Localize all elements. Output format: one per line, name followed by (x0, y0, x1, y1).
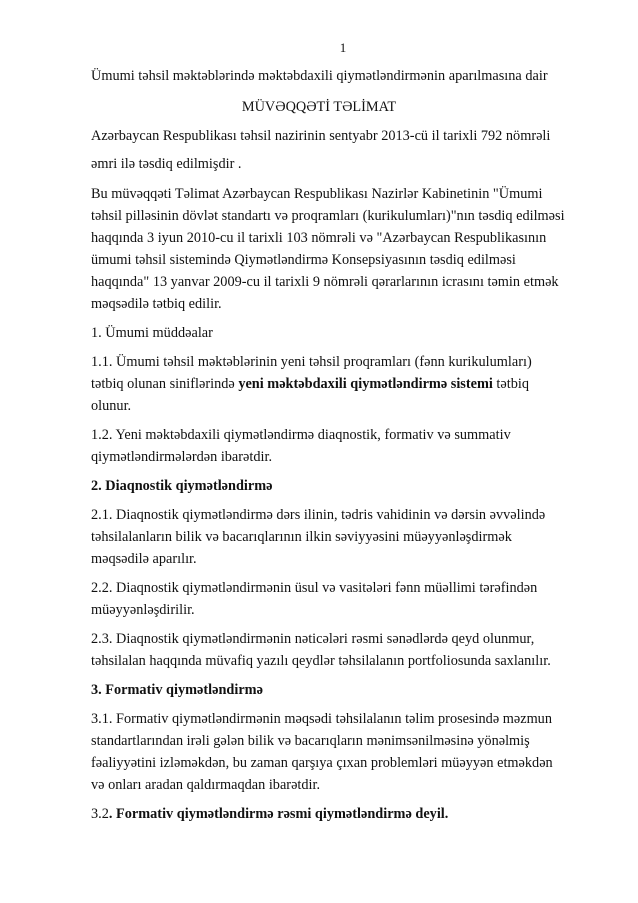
para-2-1-line-2: təhsilalanların bilik və bacarıqlarının ilkin səviyyəsini müəyyənləşdirmək (91, 529, 512, 545)
para-1-1-post: tətbiq (492, 376, 529, 392)
para-2-3-line-1: 2.3. Diaqnostik qiymətləndirmənin nəticələri rəsmi sənədlərdə qeyd olunmur, (91, 631, 535, 647)
para-3-2-number: 3.2 (91, 806, 109, 822)
intro-line-2: təhsil pilləsinin dövlət standartı və proqramları (kurikulumları)"nın təsdiq edilməsi (91, 208, 565, 224)
approval-line-1: Azərbaycan Respublikası təhsil nazirinin sentyabr 2013-cü il tarixli 792 nömrəli (91, 128, 551, 144)
intro-line-4: ümumi təhsil sistemində Qiymətləndirmə Konsepsiyasının təsdiq edilməsi (91, 252, 516, 268)
intro-line-6: məqsədilə tətbiq edilir. (91, 296, 222, 312)
para-3-1-line-1: 3.1. Formativ qiymətləndirmənin məqsədi təhsilalanın təlim prosesində məzmun (91, 711, 552, 727)
para-1-1-emphasis: yeni məktəbdaxili qiymətləndirmə sistemi (238, 376, 493, 392)
page-number: 1 (339, 40, 347, 55)
intro-line-3: haqqında 3 iyun 2010-cu il tarixli 103 nömrəli və "Azərbaycan Respublikasının (91, 230, 547, 246)
para-2-1-line-1: 2.1. Diaqnostik qiymətləndirmə dərs ilinin, tədris vahidinin və dərsin əvvəlində (91, 507, 546, 523)
para-3-2-text: . Formativ qiymətləndirmə rəsmi qiymətləndirmə deyil. (108, 806, 449, 822)
document-title: Ümumi təhsil məktəblərində məktəbdaxili qiymətləndirmənin aparılmasına dair (91, 68, 548, 84)
section-2-heading: 2. Diaqnostik qiymətləndirmə (91, 478, 273, 494)
para-1-1-line-3: olunur. (91, 398, 132, 414)
para-2-2-line-2: müəyyənləşdirilir. (91, 602, 195, 618)
para-1-1-line-2 (91, 373, 529, 395)
para-1-2-line-2: qiymətləndirmələrdən ibarətdir. (91, 449, 273, 465)
para-3-1-line-2: standartlarından irəli gələn bilik və bacarıqların mənimsənilməsinə yönəlmiş (91, 733, 530, 749)
document-subtitle: MÜVƏQQƏTİ TƏLİMAT (241, 99, 397, 115)
para-1-2-line-1: 1.2. Yeni məktəbdaxili qiymətləndirmə diaqnostik, formativ və summativ (91, 427, 511, 443)
para-3-1-line-4: və onları aradan qaldırmaqdan ibarətdir. (91, 777, 321, 793)
intro-line-5: haqqında" 13 yanvar 2009-cu il tarixli 9 nömrəli qərarlarının icrasını təmin etmək (91, 274, 559, 290)
para-1-1-line-1: 1.1. Ümumi təhsil məktəblərinin yeni təhsil proqramları (fənn kurikulumları) (91, 354, 532, 370)
para-3-1-line-3: fəaliyyətini izləməkdən, bu zaman qarşıya çıxan problemləri müəyyən etməkdən (91, 755, 553, 771)
para-3-2 (91, 803, 448, 825)
section-3-heading: 3. Formativ qiymətləndirmə (91, 682, 263, 698)
section-1-heading: 1. Ümumi müddəalar (91, 325, 213, 341)
para-1-1-pre: tətbiq olunan siniflərində (91, 376, 239, 392)
para-2-1-line-3: məqsədilə aparılır. (91, 551, 197, 567)
intro-line-1: Bu müvəqqəti Təlimat Azərbaycan Respublikası Nazirlər Kabinetinin "Ümumi (91, 186, 543, 202)
approval-line-2: əmri ilə təsdiq edilmişdir . (91, 156, 242, 172)
para-2-3-line-2: təhsilalan haqqında müvafiq yazılı qeydlər təhsilalanın portfoliosunda saxlanılır. (91, 653, 551, 669)
para-2-2-line-1: 2.2. Diaqnostik qiymətləndirmənin üsul və vasitələri fənn müəllimi tərəfindən (91, 580, 538, 596)
